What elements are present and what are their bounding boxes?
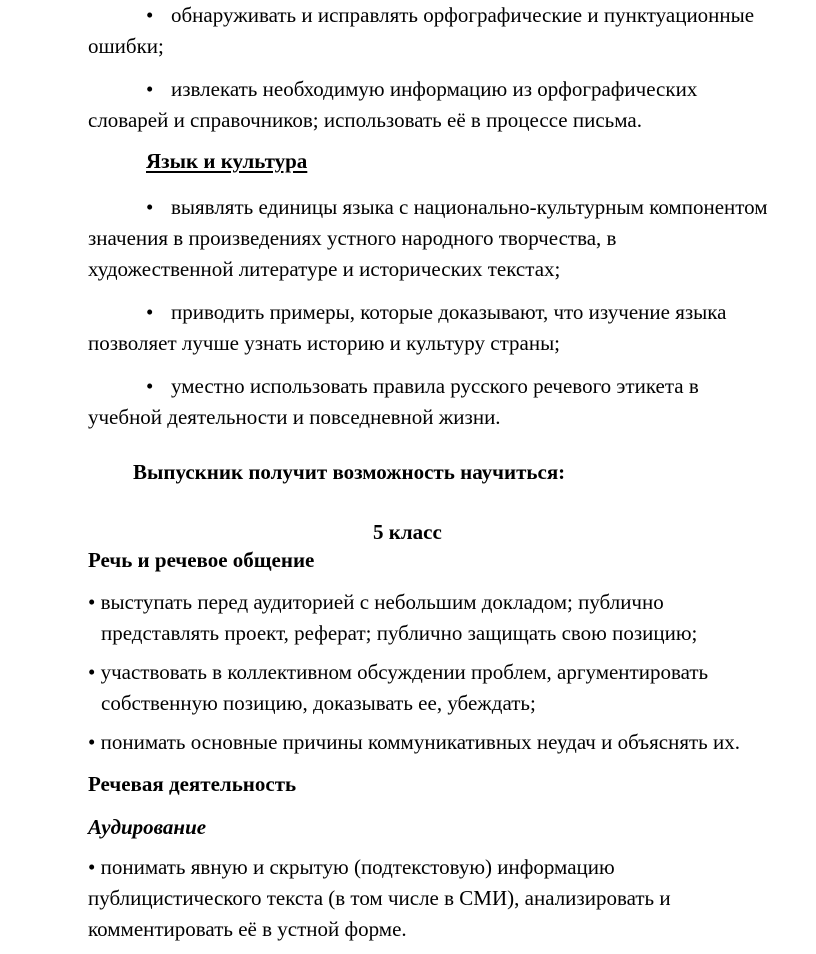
list-item-text: публицистического текста (в том числе в СМИ), анализировать и (88, 886, 671, 910)
list-item-text: • понимать явную и скрытую (подтекстовую) информацию (88, 855, 615, 879)
list-item (88, 192, 768, 285)
list-item-text: собственную позицию, доказывать ее, убеждать; (101, 691, 536, 715)
list-item-text: • выступать перед аудиторией с небольшим докладом; публично (88, 590, 664, 614)
list-item-text: • понимать основные причины коммуникативных неудач и объяснять их. (88, 730, 740, 754)
list-item (88, 657, 708, 719)
list-item-text: уместно использовать правила русского речевого этикета в (171, 374, 699, 398)
graduate-heading: Выпускник получит возможность научиться: (133, 460, 566, 484)
list-item-text: учебной деятельности и повседневной жизни. (88, 405, 501, 429)
list-item-text: извлекать необходимую информацию из орфографических (171, 77, 698, 101)
list-item-text: комментировать её в устной форме. (88, 917, 407, 941)
bullet: • (146, 195, 154, 219)
section-heading: Язык и культура (146, 149, 308, 173)
list-item (88, 297, 726, 359)
list-item (88, 371, 699, 433)
list-item-text: словарей и справочников; использовать её в процессе письма. (88, 108, 642, 132)
list-item (88, 0, 754, 62)
list-item-text: художественной литературе и исторических текстах; (88, 257, 561, 281)
listening-heading: Аудирование (88, 815, 207, 839)
grade-heading: 5 класс (373, 520, 442, 544)
list-item-text: обнаруживать и исправлять орфографические и пунктуационные (171, 3, 755, 27)
bullet: • (146, 77, 154, 101)
list-item-text: позволяет лучше узнать историю и культуру страны; (88, 331, 561, 355)
list-item-text: выявлять единицы языка с национально-культурным компонентом (171, 195, 768, 219)
list-item (88, 852, 671, 945)
list-item (88, 587, 697, 649)
list-item-text: представлять проект, реферат; публично защищать свою позицию; (101, 621, 698, 645)
list-item (88, 74, 697, 136)
list-item-text: ошибки; (88, 34, 164, 58)
list-item-text: • участвовать в коллективном обсуждении проблем, аргументировать (88, 660, 709, 684)
bullet: • (146, 374, 154, 398)
list-item (88, 727, 740, 758)
list-item-text: значения в произведениях устного народного творчества, в (88, 226, 617, 250)
bullet: • (146, 3, 154, 27)
list-item-text: приводить примеры, которые доказывают, что изучение языка (171, 300, 727, 324)
speech-heading: Речь и речевое общение (88, 548, 315, 572)
bullet: • (146, 300, 154, 324)
speech-activity-heading: Речевая деятельность (88, 772, 297, 796)
